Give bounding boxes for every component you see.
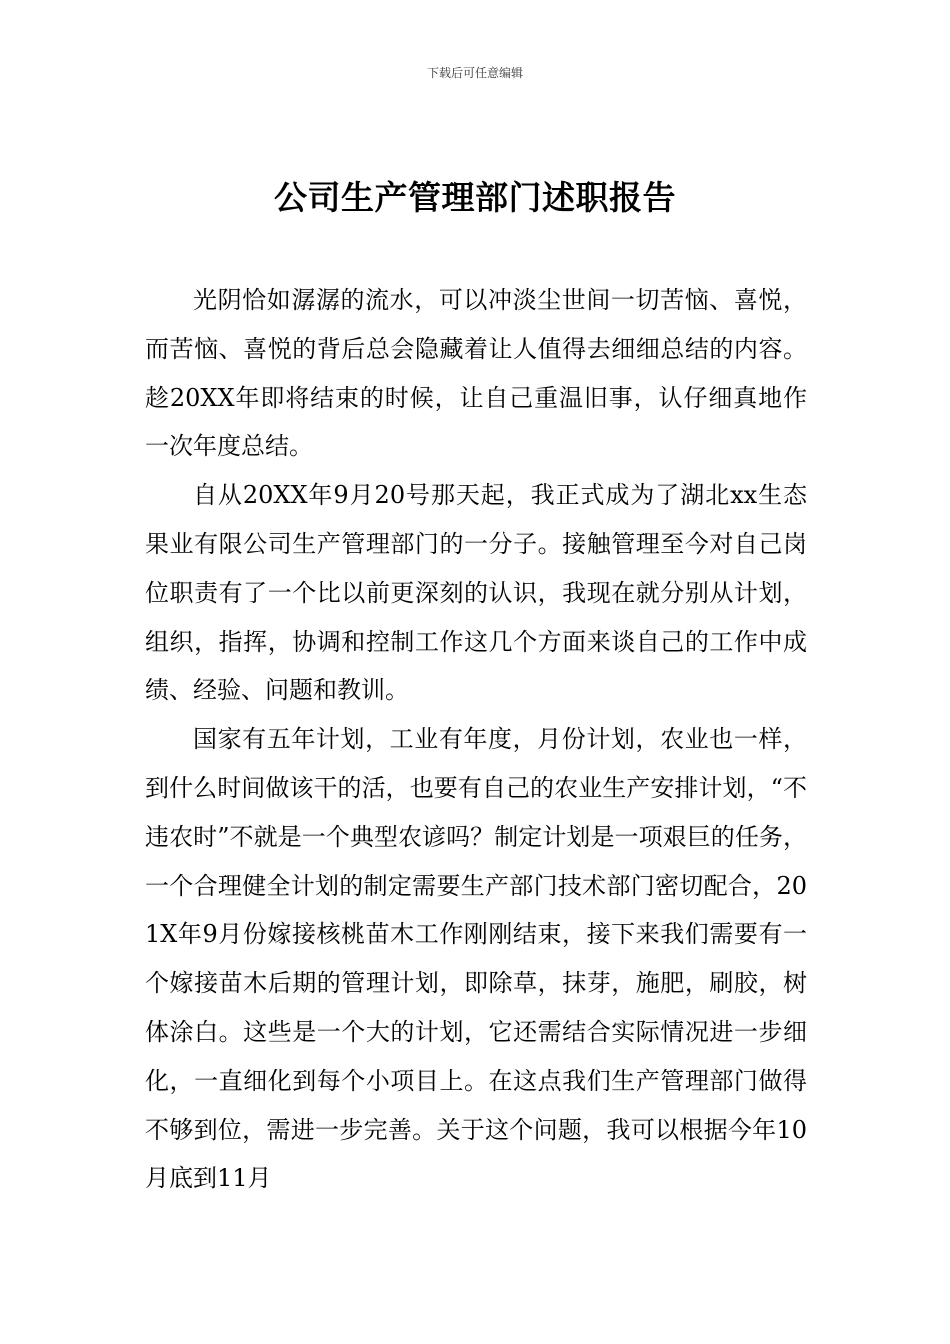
paragraph-2: 自从20XX年9月20号那天起，我正式成为了湖北xx生态果业有限公司生产管理部门的一分子。接触管理至今对自己岗位职责有了一个比以前更深刻的认识，我现在就分别从计划，组织，指挥，协调和控制工作这几个方面来谈自己的工作中成绩、经验、问题和教训。 xyxy=(145,481,807,705)
document-title: 公司生产管理部门述职报告 xyxy=(274,178,676,217)
paragraph-3: 国家有五年计划，工业有年度，月份计划，农业也一样，到什么时间做该干的活，也要有自己的农业生产安排计划，“不违农时”不就是一个典型农谚吗？制定计划是一项艰巨的任务，一个合理健全计划的制定需要生产部门技术部门密切配合，201X年9月份嫁接核桃苗木工作刚刚结束，接下来我们需要有一个嫁接苗木后期的管理计划，即除草，抹芽，施肥，刷胶，树体涂白。这些是一个大的计划，它还需结合实际情况进一步细化，一直细化到每个小项目上。在这点我们生产管理部门做得不够到位，需进一步完善。关于这个问题，我可以根据今年10月底到11月 xyxy=(145,725,807,1193)
header-note: 下载后可任意编辑 xyxy=(426,66,523,80)
document-body xyxy=(145,276,807,1203)
paragraph-1: 光阴恰如潺潺的流水，可以冲淡尘世间一切苦恼、喜悦，而苦恼、喜悦的背后总会隐藏着让人值得去细细总结的内容。趁20XX年即将结束的时候，让自己重温旧事，认仔细真地作一次年度总结。 xyxy=(145,286,807,461)
